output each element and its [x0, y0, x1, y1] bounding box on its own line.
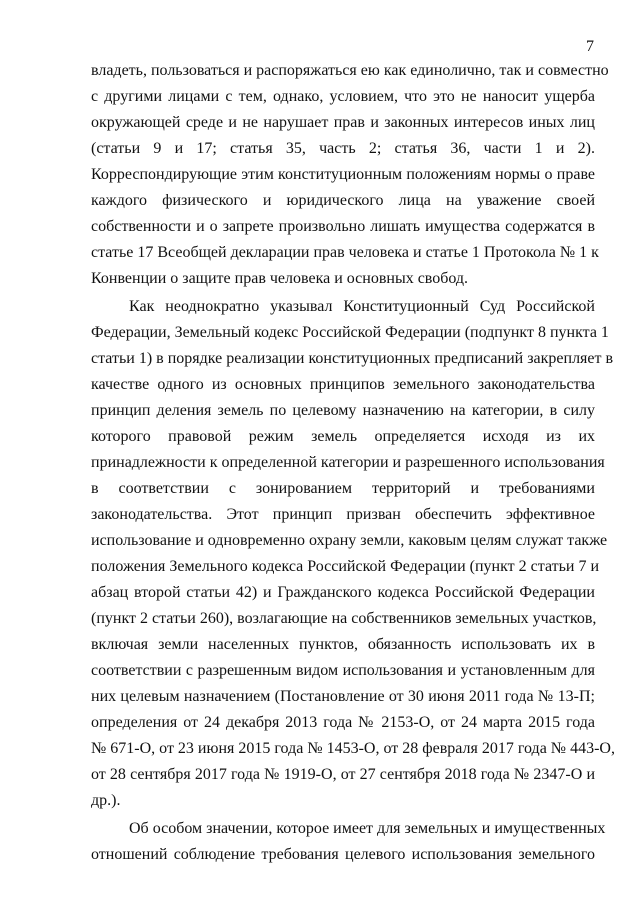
text-line: Федерации, Земельный кодекс Российской Федерации (подпункт 8 пункта 1 — [91, 324, 609, 341]
text-line: окружающей среде и не нарушает прав и законных интересов иных лиц — [91, 114, 595, 131]
text-line: (статьи 9 и 17; статья 35, часть 2; статья 36, части 1 и 2). — [91, 140, 595, 157]
page-number: 7 — [586, 38, 594, 55]
text-line: № 671-О, от 23 июня 2015 года № 1453-О, от 28 февраля 2017 года № 443-О, — [91, 740, 615, 757]
text-line: каждого физического и юридического лица на уважение своей — [91, 192, 595, 209]
text-line: включая земли населенных пунктов, обязанность использовать их в — [91, 636, 595, 653]
text-line: (пункт 2 статьи 260), возлагающие на собственников земельных участков, — [91, 610, 597, 627]
text-line: Об особом значении, которое имеет для земельных и имущественных — [129, 820, 606, 837]
text-line: них целевым назначением (Постановление от 30 июня 2011 года № 13-П; — [91, 688, 595, 705]
text-line: которого правовой режим земель определяется исходя из их — [91, 428, 595, 445]
text-line: определения от 24 декабря 2013 года № 2153-О, от 24 марта 2015 года — [91, 714, 595, 731]
text-line: от 28 сентября 2017 года № 1919-О, от 27 сентября 2018 года № 2347-О и — [91, 766, 595, 783]
text-line: Конвенции о защите прав человека и основных свобод. — [91, 270, 469, 287]
text-line: отношений соблюдение требования целевого использования земельного — [91, 846, 595, 863]
text-line: использование и одновременно охрану земли, каковым целям служат также — [91, 532, 608, 549]
text-line: положения Земельного кодекса Российской Федерации (пункт 2 статьи 7 и — [91, 558, 600, 575]
text-line: законодательства. Этот принцип призван обеспечить эффективное — [91, 506, 595, 523]
text-line: с другими лицами с тем, однако, условием, что это не наносит ущерба — [91, 88, 595, 105]
text-line: соответствии с разрешенным видом использования и установленным для — [91, 662, 595, 679]
text-line: качестве одного из основных принципов земельного законодательства — [91, 376, 595, 393]
text-line: др.). — [91, 792, 121, 809]
text-line: принцип деления земель по целевому назначению на категории, в силу — [91, 402, 595, 419]
text-line: принадлежности к определенной категории и разрешенного использования — [91, 454, 605, 471]
text-line: в соответствии с зонированием территорий и требованиями — [91, 480, 595, 497]
text-line: Корреспондирующие этим конституционным положениям нормы о праве — [91, 166, 595, 183]
text-line: Как неоднократно указывал Конституционный Суд Российской — [129, 298, 595, 315]
text-line: абзац второй статьи 42) и Гражданского кодекса Российской Федерации — [91, 584, 595, 601]
text-line: статьи 1) в порядке реализации конституционных предписаний закрепляет в — [91, 350, 614, 367]
text-line: владеть, пользоваться и распоряжаться ею как единолично, так и совместно — [91, 62, 609, 79]
text-line: статье 17 Всеобщей декларации прав человека и статье 1 Протокола № 1 к — [91, 244, 599, 261]
text-line: собственности и о запрете произвольно лишать имущества содержатся в — [91, 218, 595, 235]
